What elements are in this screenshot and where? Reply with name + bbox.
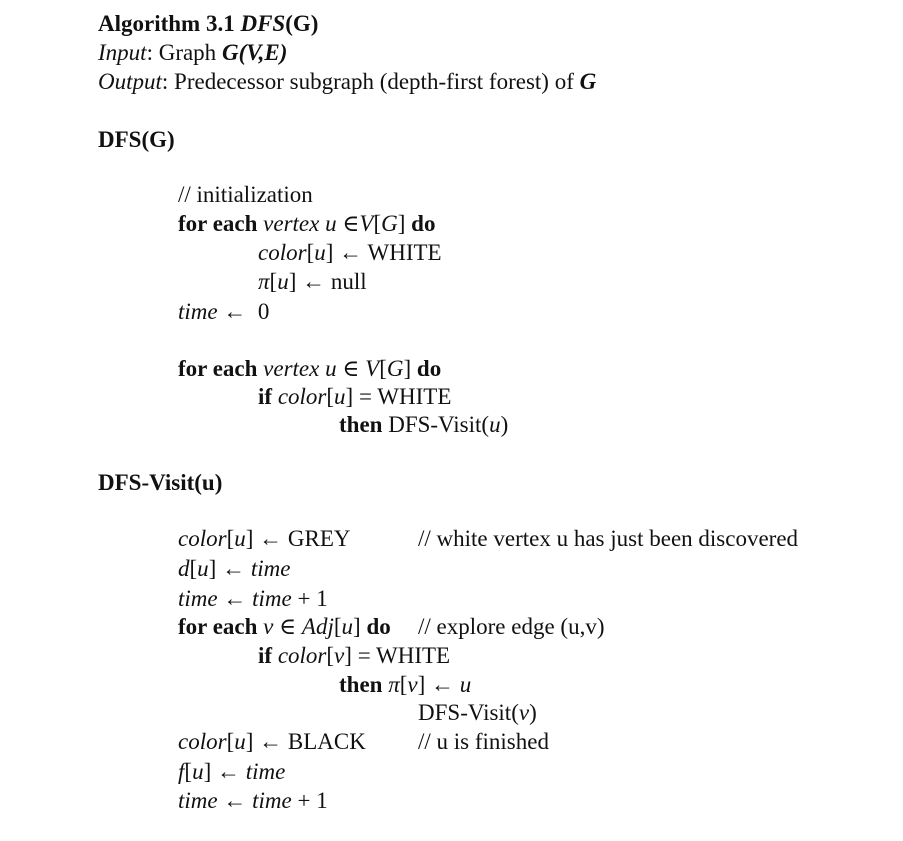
dfs-for-each-2: for each vertex u ∈ V[G] do xyxy=(178,356,442,381)
assign-arrow: ← xyxy=(223,586,247,611)
var-V: V xyxy=(365,356,380,381)
dfs-time-zero xyxy=(178,300,269,323)
plus-one: + 1 xyxy=(297,586,328,611)
var-u: u xyxy=(325,356,337,381)
dfs-pi-null: π[u] ← null xyxy=(258,269,367,294)
time-word: time xyxy=(178,586,218,611)
time-word: time xyxy=(178,299,218,324)
var-u: u xyxy=(314,240,326,265)
visit-color-grey: color[u] ← GREY xyxy=(178,526,351,551)
var-v: v xyxy=(407,672,418,697)
comment-explore xyxy=(418,615,604,638)
adj-word: Adj xyxy=(301,614,334,639)
var-v: v xyxy=(334,643,345,668)
var-u: u xyxy=(277,269,289,294)
grey-constant: GREY xyxy=(287,526,351,551)
in-symbol: ∈ xyxy=(279,614,297,639)
in-symbol: ∈ xyxy=(342,356,360,381)
explore-comment-text: // explore edge (u,v) xyxy=(418,614,605,639)
vertex-word: vertex xyxy=(263,211,320,236)
output-graph: G xyxy=(579,69,597,94)
vertex-word: vertex xyxy=(263,356,320,381)
var-u: u xyxy=(459,672,472,697)
kw-do: do xyxy=(411,211,436,236)
comment-finished xyxy=(418,730,549,753)
kw-if: if xyxy=(258,643,273,668)
assign-arrow: ← xyxy=(223,788,247,813)
white-constant: WHITE xyxy=(376,643,451,668)
kw-do: do xyxy=(366,614,391,639)
color-word: color xyxy=(258,240,307,265)
visit-time-increment-1 xyxy=(178,587,328,610)
time-word: time xyxy=(250,556,291,581)
input-label: Input xyxy=(98,40,147,65)
output-label: Output xyxy=(98,69,162,94)
equals-sign: = xyxy=(358,384,372,409)
output-line xyxy=(98,70,596,93)
assign-arrow: ← xyxy=(302,269,326,294)
assign-arrow: ← xyxy=(259,729,283,754)
in-symbol: ∈ xyxy=(342,211,360,236)
null-constant: null xyxy=(330,269,367,294)
assign-arrow: ← xyxy=(431,672,455,697)
kw-then: then xyxy=(339,672,383,697)
kw-then: then xyxy=(339,412,383,437)
var-u: u xyxy=(489,412,501,437)
output-text: : Predecessor subgraph (depth-first forest) of xyxy=(161,69,580,94)
time-word: time xyxy=(178,788,218,813)
kw-for-each: for each xyxy=(178,614,258,639)
var-v: v xyxy=(518,700,530,725)
visit-title-text: DFS-Visit(u) xyxy=(98,470,223,495)
init-comment-text: // initialization xyxy=(178,182,313,207)
visit-if-white: if color[v] = WHITE xyxy=(258,643,451,668)
input-graph: G xyxy=(221,40,239,65)
var-G: G xyxy=(381,211,398,236)
kw-for-each: for each xyxy=(178,356,258,381)
var-u: u xyxy=(234,729,246,754)
var-u: u xyxy=(234,526,246,551)
var-G: G xyxy=(386,356,404,381)
color-word: color xyxy=(178,729,227,754)
visit-color-black: color[u] ← BLACK xyxy=(178,729,366,754)
algorithm-arg: (G) xyxy=(285,11,319,36)
dfs-color-white: color[u] ← WHITE xyxy=(258,240,442,265)
var-u: u xyxy=(325,211,337,236)
var-u: u xyxy=(197,556,209,581)
dfs-visit-call: DFS-Visit xyxy=(418,700,512,725)
white-constant: WHITE xyxy=(377,384,452,409)
visit-then-pi: then π[v] ← u xyxy=(339,672,472,697)
time-word: time xyxy=(252,586,292,611)
visit-recursive-call: DFS-Visit(v) xyxy=(418,700,537,725)
assign-arrow: ← xyxy=(222,556,246,581)
var-v: v xyxy=(263,614,274,639)
assign-arrow: ← xyxy=(223,299,247,324)
kw-do: do xyxy=(416,356,442,381)
var-u: u xyxy=(334,384,346,409)
white-constant: WHITE xyxy=(367,240,442,265)
pi-symbol: π xyxy=(258,269,270,294)
dfs-if-white: if color[u] = WHITE xyxy=(258,384,452,409)
algorithm-name: DFS xyxy=(240,11,286,36)
dfs-init-comment xyxy=(178,183,313,206)
color-word: color xyxy=(178,526,227,551)
equals-sign: = xyxy=(357,643,371,668)
time-word: time xyxy=(252,788,292,813)
black-constant: BLACK xyxy=(287,729,366,754)
algorithm-label: Algorithm 3.1 xyxy=(98,11,235,36)
visit-d-time: d[u] ← time xyxy=(178,556,291,581)
kw-for-each: for each xyxy=(178,211,258,236)
color-word: color xyxy=(277,643,327,668)
dfs-then-visit: then DFS-Visit(u) xyxy=(339,412,509,437)
assign-arrow: ← xyxy=(339,240,363,265)
var-u: u xyxy=(192,759,204,784)
var-V: V xyxy=(359,211,374,236)
kw-if: if xyxy=(258,384,273,409)
discovered-comment-text: // white vertex u has just been discovered xyxy=(418,526,799,551)
visit-time-increment-2 xyxy=(178,789,328,812)
plus-one: + 1 xyxy=(297,788,328,813)
zero-constant: 0 xyxy=(257,299,270,324)
comment-discovered xyxy=(418,527,798,550)
input-line xyxy=(98,41,287,64)
assign-arrow: ← xyxy=(216,759,240,784)
assign-arrow: ← xyxy=(259,526,283,551)
visit-for-each-adj: for each v ∈ Adj[u] do xyxy=(178,614,391,639)
finished-comment-text: // u is finished xyxy=(418,729,549,754)
dfs-for-each-1: for each vertex u ∈V[G] do xyxy=(178,211,436,236)
d-array: d xyxy=(178,556,190,581)
algorithm-title xyxy=(98,12,318,35)
var-u: u xyxy=(341,614,354,639)
pi-symbol: π xyxy=(388,672,400,697)
dfs-visit-procedure-title xyxy=(98,471,222,494)
dfs-title-text: DFS(G) xyxy=(98,127,175,152)
color-word: color xyxy=(277,384,327,409)
time-word: time xyxy=(245,759,286,784)
f-array: f xyxy=(178,759,185,784)
dfs-procedure-title xyxy=(98,128,175,151)
dfs-visit-call: DFS-Visit xyxy=(388,412,482,437)
input-text: : Graph xyxy=(146,40,222,65)
input-graph-args: (V,E) xyxy=(238,40,288,65)
visit-f-time: f[u] ← time xyxy=(178,759,286,784)
